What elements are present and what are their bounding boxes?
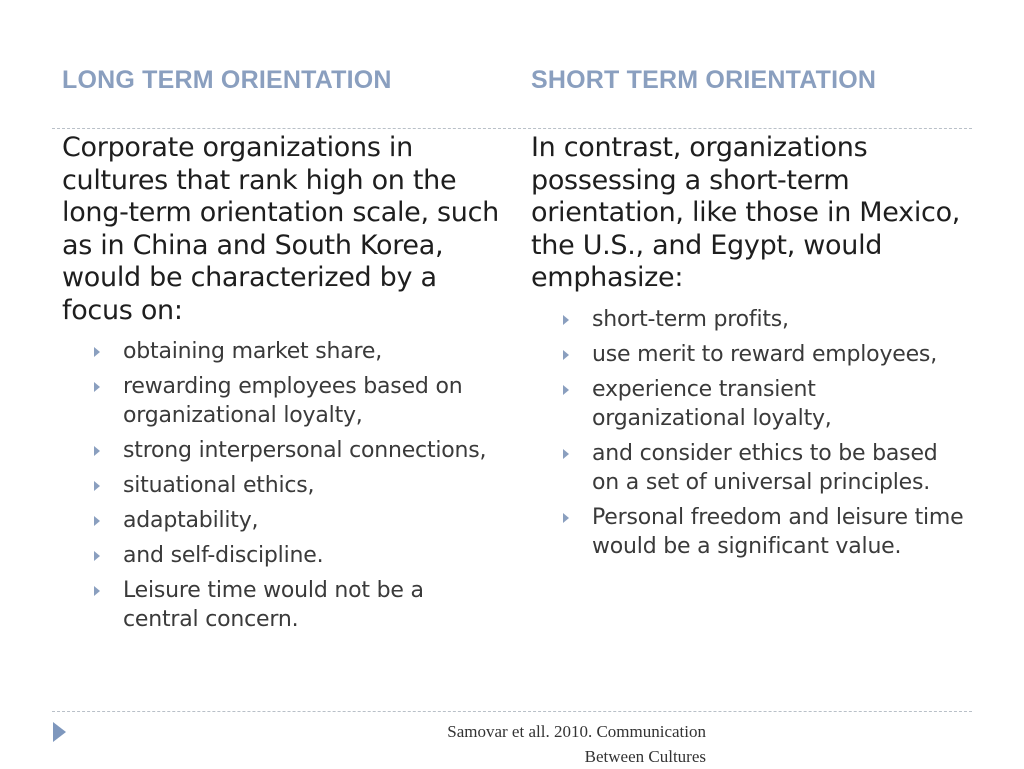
triangle-bullet-icon xyxy=(94,481,100,491)
heading-long-term-orientation: LONG TERM ORIENTATION xyxy=(62,66,392,94)
bottom-divider xyxy=(52,711,972,712)
list-item xyxy=(563,503,971,561)
list-item xyxy=(94,506,502,535)
triangle-bullet-icon xyxy=(563,513,569,523)
list-item-text: and self-discipline. xyxy=(123,543,324,568)
triangle-bullet-icon xyxy=(563,385,569,395)
footer-citation xyxy=(330,719,706,769)
list-item xyxy=(563,439,971,497)
short-term-column xyxy=(531,132,971,567)
triangle-bullet-icon xyxy=(563,315,569,325)
list-item xyxy=(94,576,502,634)
triangle-bullet-icon xyxy=(94,347,100,357)
list-item xyxy=(94,541,502,570)
list-item-text: obtaining market share, xyxy=(123,339,383,364)
triangle-bullet-icon xyxy=(94,586,100,596)
triangle-bullet-icon xyxy=(563,449,569,459)
list-item xyxy=(94,471,502,500)
list-item-text: experience transient organizational loyalty, xyxy=(592,376,832,431)
footer-line-2: Between Cultures xyxy=(584,747,706,766)
short-term-intro: In contrast, organizations possessing a short-term orientation, like those in Mexico, the U.S., and Egypt, would emphasize: xyxy=(531,132,961,293)
footer-line-1: Samovar et all. 2010. Communication xyxy=(447,722,706,741)
triangle-bullet-icon xyxy=(94,516,100,526)
list-item-text: adaptability, xyxy=(123,508,259,533)
triangle-bullet-icon xyxy=(94,551,100,561)
list-item xyxy=(94,337,502,366)
list-item-text: situational ethics, xyxy=(123,473,315,498)
list-item xyxy=(563,340,971,369)
list-item-text: strong interpersonal connections, xyxy=(123,438,487,463)
heading-short-term-orientation: SHORT TERM ORIENTATION xyxy=(531,66,877,94)
list-item xyxy=(563,305,971,334)
triangle-bullet-icon xyxy=(94,382,100,392)
list-item-text: use merit to reward employees, xyxy=(592,341,937,367)
list-item xyxy=(563,375,971,433)
list-item xyxy=(94,436,502,465)
list-item-text: short-term profits, xyxy=(592,306,789,332)
list-item-text: and consider ethics to be based on a set of universal principles. xyxy=(592,440,938,495)
play-arrow-icon[interactable] xyxy=(53,722,66,742)
list-item xyxy=(94,372,502,430)
long-term-bullet-list xyxy=(62,337,502,634)
list-item-text: Leisure time would not be a central concern. xyxy=(123,578,424,632)
top-divider xyxy=(52,128,972,129)
long-term-intro: Corporate organizations in cultures that rank high on the long-term orientation scale, such as in China and South Korea, would be characterized by a focus on: xyxy=(62,132,499,326)
triangle-bullet-icon xyxy=(563,350,569,360)
long-term-column xyxy=(62,132,502,640)
list-item-text: Personal freedom and leisure time would be a significant value. xyxy=(592,504,964,559)
short-term-bullet-list xyxy=(531,305,971,561)
triangle-bullet-icon xyxy=(94,446,100,456)
list-item-text: rewarding employees based on organizational loyalty, xyxy=(123,374,463,428)
